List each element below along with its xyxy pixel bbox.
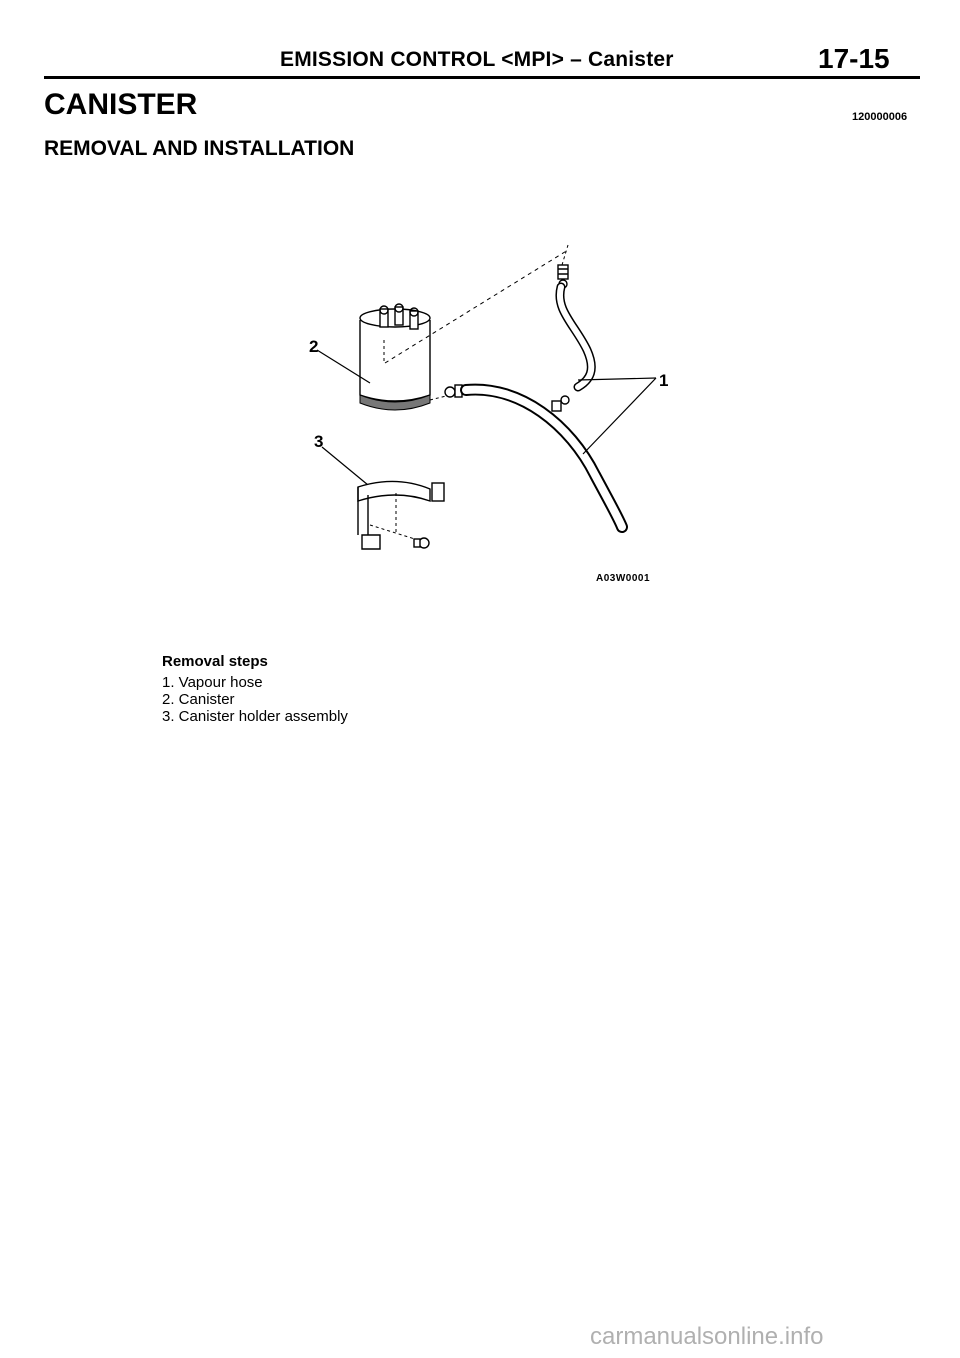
section-code: 120000006 (852, 111, 908, 123)
callout-2: 2 (309, 337, 319, 356)
canister-diagram-drawing (300, 235, 680, 565)
subsection-title: REMOVAL AND INSTALLATION (44, 137, 355, 160)
removal-step: 3. Canister holder assembly (162, 708, 348, 725)
header-rule (44, 76, 920, 79)
page-number: 17-15 (818, 43, 890, 74)
callout-1: 1 (659, 371, 669, 390)
removal-steps-heading: Removal steps (162, 653, 268, 670)
canister-diagram (300, 235, 680, 565)
removal-step: 2. Canister (162, 691, 235, 708)
section-title: CANISTER (44, 88, 198, 121)
figure-code: A03W0001 (596, 573, 651, 584)
callout-3: 3 (314, 432, 324, 451)
removal-step: 1. Vapour hose (162, 674, 263, 691)
removal-steps (162, 653, 348, 725)
canister-holder-illustration (358, 481, 444, 549)
footer-watermark: carmanualsonline.info (590, 1323, 824, 1350)
header-title: EMISSION CONTROL <MPI> – Canister (280, 48, 674, 71)
